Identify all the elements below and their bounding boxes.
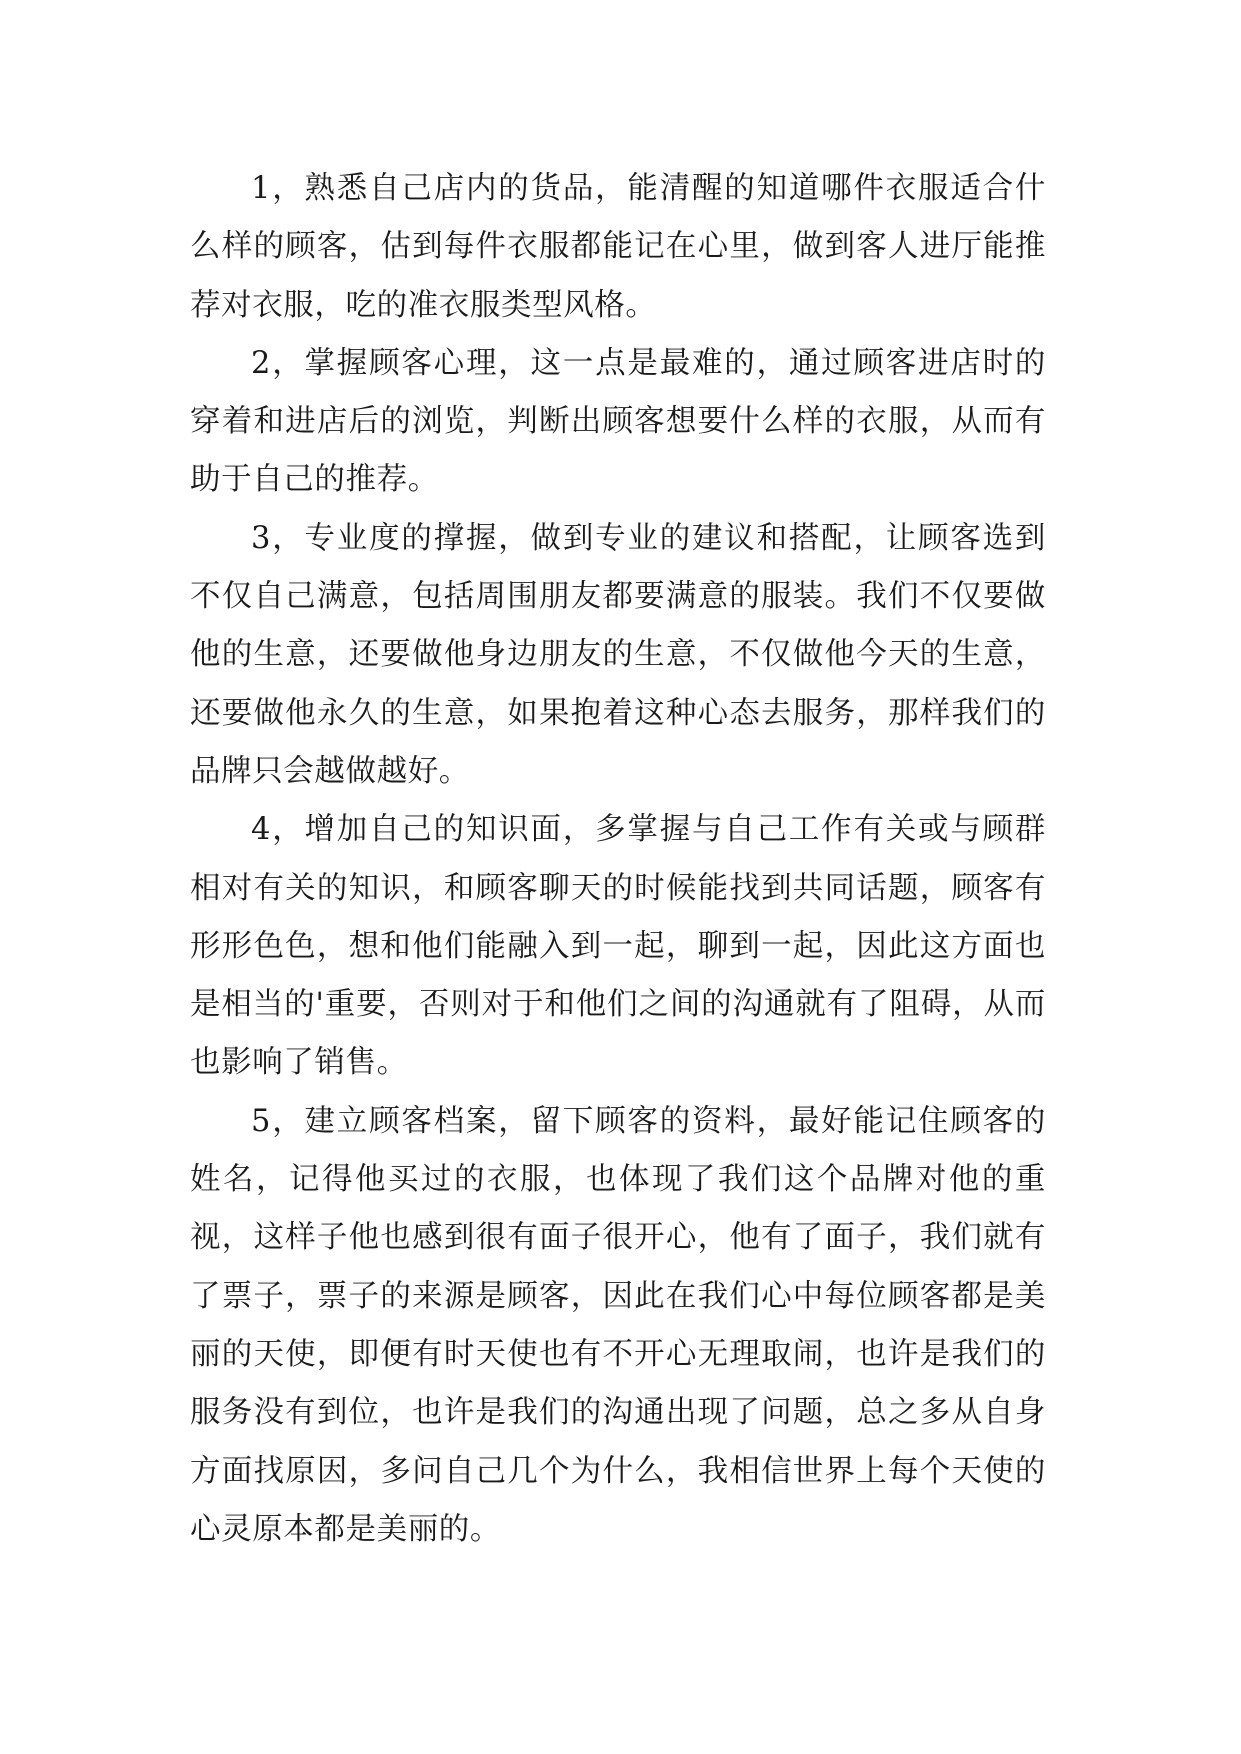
paragraph-2: 2，掌握顾客心理，这一点是最难的，通过顾客进店时的穿着和进店后的浏览，判断出顾客想要什么样的衣服，从而有助于自己的推荐。 [190,345,1046,498]
document-body [190,160,1046,1559]
paragraph-5: 5，建立顾客档案，留下顾客的资料，最好能记住顾客的姓名，记得他买过的衣服，也体现了我们这个品牌对他的重视，这样子他也感到很有面子很开心，他有了面子，我们就有了票子，票子的来源是顾客，因此在我们心中每位顾客都是美丽的天使，即便有时天使也有不开心无理取闹，也许是我们的服务没有到位，也许是我们的沟通出现了问题，总之多从自身方面找原因，多问自己几个为什么，我相信世界上每个天使的心灵原本都是美丽的。 [190,1103,1046,1547]
paragraph-3: 3，专业度的撑握，做到专业的建议和搭配，让顾客选到不仅自己满意，包括周围朋友都要满意的服装。我们不仅要做他的生意，还要做他身边朋友的生意，不仅做他今天的生意，还要做他永久的生意，如果抱着这种心态去服务，那样我们的品牌只会越做越好。 [190,520,1046,789]
paragraph-4: 4，增加自己的知识面，多掌握与自己工作有关或与顾群相对有关的知识，和顾客聊天的时候能找到共同话题，顾客有形形色色，想和他们能融入到一起，聊到一起，因此这方面也是相当的'重要，否则对于和他们之间的沟通就有了阻碍，从而也影响了销售。 [190,812,1046,1081]
paragraph-1: 1，熟悉自己店内的货品，能清醒的知道哪件衣服适合什么样的顾客，估到每件衣服都能记在心里，做到客人进厅能推荐对衣服，吃的准衣服类型风格。 [190,171,1046,323]
